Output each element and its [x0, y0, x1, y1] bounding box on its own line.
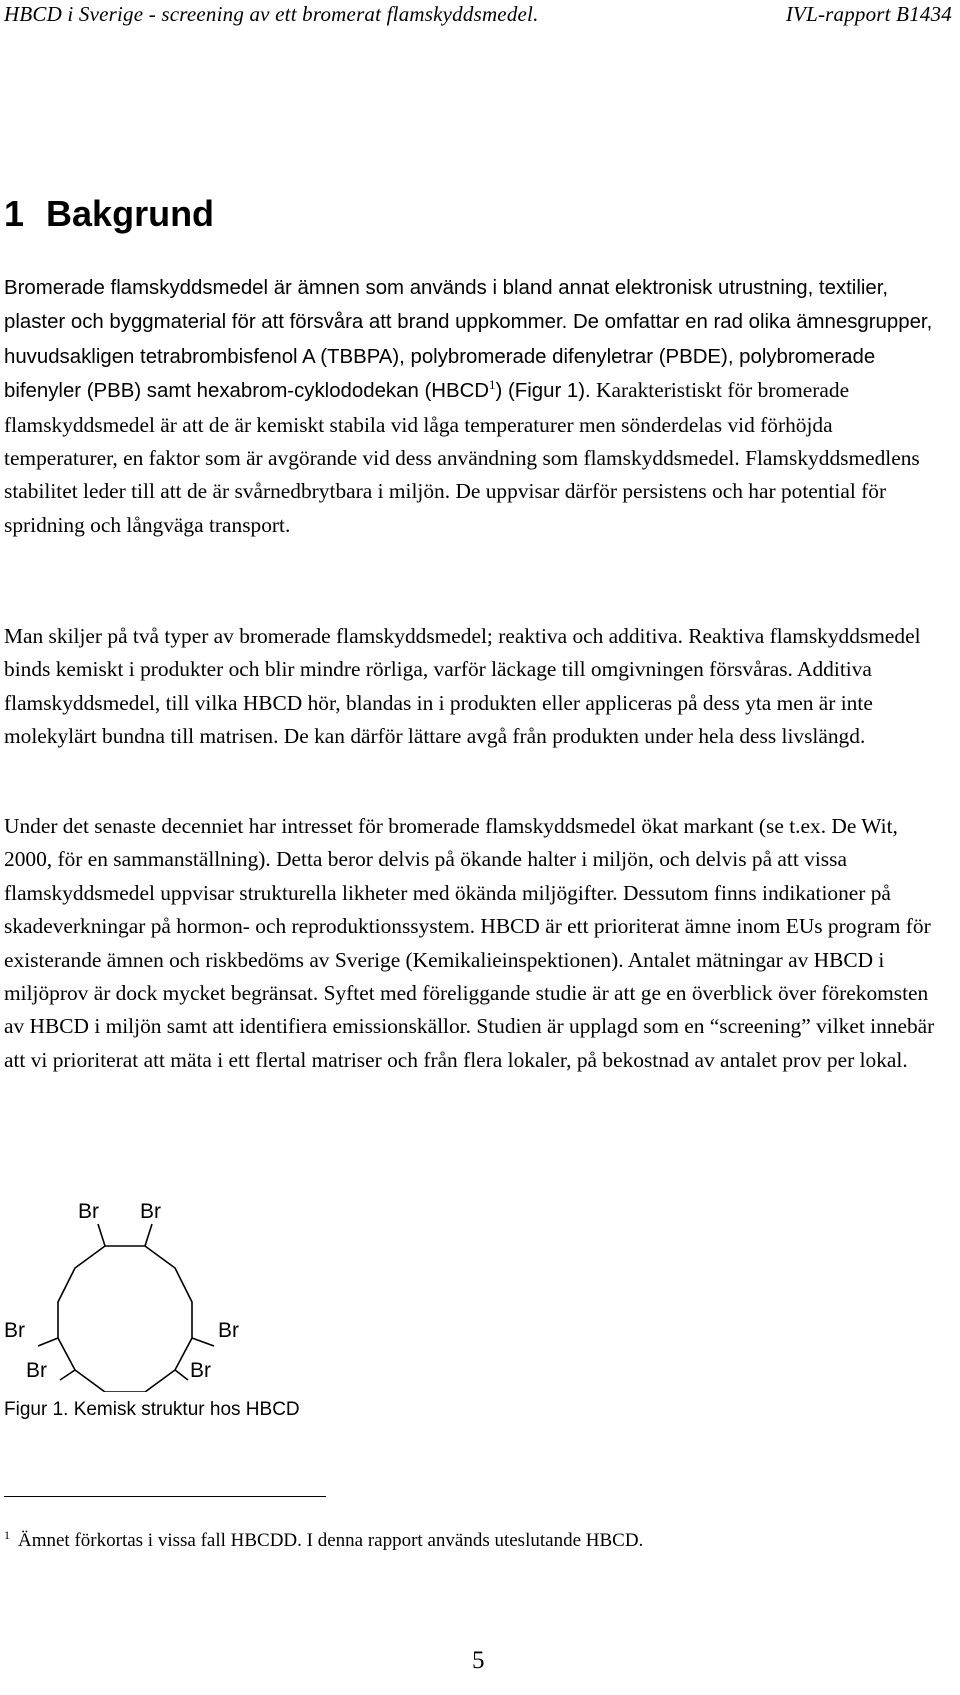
- section-heading: [4, 192, 214, 236]
- paragraph-background-intro: [4, 271, 940, 542]
- figure-reference-text: ) (Figur 1).: [495, 380, 591, 403]
- cyclododecane-ring: [38, 1224, 214, 1392]
- page-number: 5: [472, 1647, 485, 1674]
- footnote: [4, 1527, 644, 1552]
- atom-label-br: Br: [190, 1359, 211, 1382]
- bond-br-1: [98, 1224, 105, 1246]
- atom-label-br: Br: [218, 1319, 239, 1342]
- figure-caption: Figur 1. Kemisk struktur hos HBCD: [4, 1399, 300, 1420]
- footnote-reference[interactable]: 1: [489, 377, 496, 393]
- footnote-text: Ämnet förkortas i vissa fall HBCDD. I denna rapport används uteslutande HBCD.: [18, 1530, 644, 1551]
- bond-br-6: [175, 1370, 188, 1380]
- section-title: Bakgrund: [46, 193, 215, 234]
- paragraph-study-purpose: Under det senaste decenniet har intresset för bromerade flamskyddsmedel ökat markant (se t.ex. De Wit, 2000, för en sammanställning). Detta beror delvis på ökande halter i miljön, och delvis på att vissa flamskyddsmedel uppvisar strukturella likheter med ökända miljögifter. Dessutom finns indikationer på skadeverkningar på hormon- och reproduktionssystem. HBCD är ett prioriterat ämne inom EUs program för existerande ämnen och riskbedöms av Sverige (Kemikalieinspektionen). Antalet mätningar av HBCD i miljöprov är dock mycket begränsat. Syftet med föreliggande studie är att ge en överblick över förekomsten av HBCD i miljön samt att identifiera emissionskällor. Studien är upplagd som en “screening” vilket innebär att vi prioriterat att mäta i ett flertal matriser och från flera lokaler, på bekostnad av antalet prov per lokal.: [4, 814, 935, 1072]
- bond-br-5: [60, 1370, 75, 1380]
- running-header-report-id: IVL-rapport B1434: [785, 2, 952, 26]
- footnote-marker: 1: [4, 1527, 10, 1542]
- atom-label-br: Br: [26, 1359, 47, 1382]
- hbcd-structure-diagram: [0, 1180, 360, 1392]
- paragraph-intro-serif-text: Karakteristiskt för bromerade flamskyddsmedel är att de är kemiskt stabila vid låga temperaturer men sönderdelas vid förhöjda temperaturer, en faktor som är avgörande vid dess användning som flamskyddsmedel. Flamskyddsmedlens stabilitet leder till att de är svårnedbrytbara i miljön. De uppvisar därför persistens och har potential för spridning och långväga transport.: [4, 378, 920, 537]
- atom-label-br: Br: [78, 1200, 99, 1223]
- running-header-title: HBCD i Sverige - screening av ett bromerat flamskyddsmedel.: [4, 2, 539, 26]
- paragraph-reactive-additive: Man skiljer på två typer av bromerade flamskyddsmedel; reaktiva och additiva. Reaktiva flamskyddsmedel binds kemiskt i produkter och blir mindre rörliga, varför läckage till omgivningen försvåras. Additiva flamskyddsmedel, till vilka HBCD hör, blandas in i produkten eller appliceras på dess yta men är inte molekylärt bundna till matrisen. De kan därför lättare avgå från produkten under hela dess livslängd.: [4, 624, 921, 749]
- atom-label-br: Br: [140, 1200, 161, 1223]
- bond-br-2: [145, 1224, 152, 1246]
- bond-br-4: [192, 1338, 214, 1346]
- paragraph-intro-sans-text: Bromerade flamskyddsmedel är ämnen som används i bland annat elektronisk utrustning, textilier, plaster och byggmaterial för att försvåra att brand uppkommer. De omfattar en rad olika ämnesgrupper, huvudsakligen tetrabrombisfenol A (TBBPA), polybromerade difenyletrar (PBDE), polybromerade bifenyler (PBB) samt hexabrom-cyklododekan (HBCD: [4, 277, 933, 403]
- section-number: 1: [4, 193, 25, 234]
- atom-label-br: Br: [4, 1319, 25, 1342]
- footnote-separator: [4, 1496, 326, 1497]
- bond-br-3: [38, 1338, 58, 1346]
